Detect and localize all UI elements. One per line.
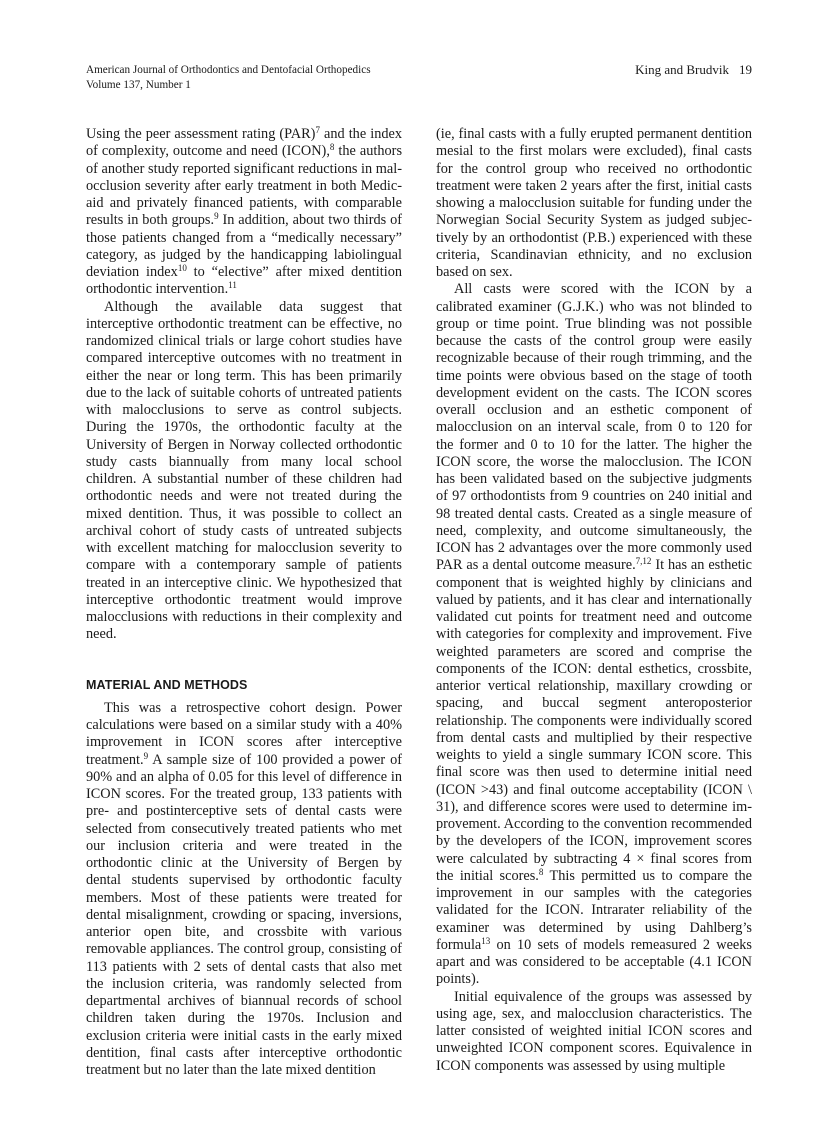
paragraph-icon-scoring — [436, 281, 752, 988]
citation-ref: 7 — [315, 125, 320, 135]
journal-title: American Journal of Orthodontics and Dentofacial Orthopedics — [86, 64, 371, 76]
citation-ref: 9 — [214, 211, 219, 222]
citation-ref: 13 — [481, 935, 491, 946]
paragraph-inclusion-criteria: (ie, final casts with a fully erupted permanent dentition mesial to the first molars were excluded), final casts for the control group who received no orthodontic treatment were taken 2 years after the first, initial casts showing a malocclusion suitable for funding under the Norwegian Social Security System as judged subjectively by an orthodontist (P.B.) experienced with these criteria, Scandinavian ethnicity, and no exclusion based on sex. — [436, 126, 752, 280]
text-span: and the index of complexity, outcome and need (ICON), — [86, 126, 402, 160]
text-span: A sample size of 100 provided a power of 90% and an alpha of 0.05 for this level of difference in ICON scores. For the treated group, 133 patients with pre- and postinterceptive sets of dental casts were selected from consecutively treated patients who met our inclusion criteria and were treated in the orthodontic clinic at the University of Bergen by dental students supervised by orthodontic faculty members. Most of these patients were treated for dental misalignment, crowding or spacing, inversions, anterior open bite, and crossbite with various removable appliances. The control group, consisting of 113 patients with 2 sets of dental casts that also met the inclusion criteria, was randomly selected from departmental archives of biannual records of school children taken during the 1970s. Inclusion and exclusion criteria were initial casts in the early mixed dentition, final casts after interceptive orthodontic treatment but no later than the late mixed dentition — [86, 751, 402, 1078]
text-span: This was a retrospective cohort design. Power calculations were based on a similar study with a 40% improvement in ICON scores after interceptive treatment. — [86, 699, 402, 768]
text-span: In addition, about two thirds of those patients changed from a “medically necessary” category, as judged by the handicapping labiolingual deviation index — [86, 212, 402, 280]
citation-ref: 9 — [143, 750, 149, 761]
paragraph-initial-equivalence: Initial equivalence of the groups was assessed by using age, sex, and malocclusion characteristics. The latter consisted of weighted initial ICON scores and unweighted ICON component scores. Equivalence in ICON components was assessed by using multiple — [436, 988, 752, 1074]
text-span: All casts were scored with the ICON by a calibrated examiner (G.J.K.) who was not blinded to group or time point. True blinding was not possible because the casts of the control group were easily recognizable because of their rough trimming, and the time points were obvious based on the stage of tooth development evident on the casts. The ICON scores overall occlusion and an esthetic component of malocclusion on an interval scale, from 0 to 120 for the former and 0 to 10 for the latter. The higher the ICON score, the worse the malocclusion. The ICON has been validated based on the subjective judgments of 97 orthodontists from 9 countries on 240 initial and 98 treated dental casts. Created as a single measure of need, complexity, and outcome simultaneously, the ICON has 2 advantages over the more commonly used PAR as a dental outcome measure. — [436, 281, 752, 574]
text-span: Using the peer assessment rating (PAR) — [86, 126, 316, 142]
journal-volume: Volume 137, Number 1 — [86, 78, 191, 91]
text-span: the authors of another study reported significant reductions in malocclusion severity after early treatment in both Medicaid and privately financed patients, with comparable results in both groups. — [86, 143, 403, 229]
paragraph-study-design — [86, 700, 402, 1080]
text-span: on 10 sets of models remeasured 2 weeks apart and was considered to be acceptable (4.1 ICON points). — [436, 936, 752, 988]
left-column — [86, 126, 402, 1079]
citation-ref: 7,12 — [635, 556, 652, 567]
text-span: This permitted us to compare the improvement in our samples with the categories validated for the ICON. Intrarater reliability of the examiner was determined by using Dahlberg’s formula — [436, 867, 752, 953]
running-head-journal-info — [86, 63, 371, 92]
citation-ref: 11 — [228, 280, 237, 291]
section-heading-material-methods: MATERIAL AND METHODS — [86, 677, 248, 692]
citation-ref: 10 — [177, 263, 187, 273]
citation-ref: 8 — [329, 142, 335, 153]
author-names: King and Brudvik — [635, 62, 729, 77]
page-number: 19 — [739, 62, 752, 77]
paragraph-hypothesis: Although the available data suggest that interceptive orthodontic treatment can be effective, no randomized clinical trials or large cohort studies have compared interceptive outcomes with no treatment in either the near or long term. This has been primarily due to the lack of suitable cohorts of untreated patients with malocclusions to serve as control subjects. During the 1970s, the orthodontic faculty at the University of Bergen in Norway collected orthodontic study casts biannually from many local school children. A substantial number of these children had orthodontic needs and were not treated during the mixed dentition. Thus, it was possible to collect an archival cohort of study casts of untreated subjects with excellent matching for malocclusion severity to compare with a contemporary sample of patients treated in an interceptive clinic. We hypothesized that interceptive orthodontic treatment would improve malocclusions with reductions in their complexity and need. — [86, 298, 402, 643]
right-column — [436, 126, 752, 1075]
text-span: to “elective” after mixed dentition orthodontic intervention. — [86, 264, 402, 298]
citation-ref: 8 — [538, 866, 544, 877]
running-head-page-info — [635, 63, 752, 78]
paragraph-intro-par-icon — [86, 126, 402, 299]
text-span: It has an esthetic component that is weighted highly by clinicians and valued by patients, and it has clear and internationally validated cut points for treatment need and outcome with categories for complexity and improvement. Five weighted parameters are scored and comprise the components of the ICON: dental esthetics, crossbite, anterior vertical relationship, maxillary crowding or spacing, and buccal segment anteroposterior relationship. The components were individually scored from dental casts and multiplied by their respective weights to yield a single summary ICON score. This final score was then used to determine initial need (ICON >43) and final outcome acceptability (ICON \ 31), and difference scores were used to determine improvement. According to the convention recommended by the developers of the ICON, improvement scores were calculated by subtracting 4 × final scores from the initial scores. — [436, 557, 753, 884]
